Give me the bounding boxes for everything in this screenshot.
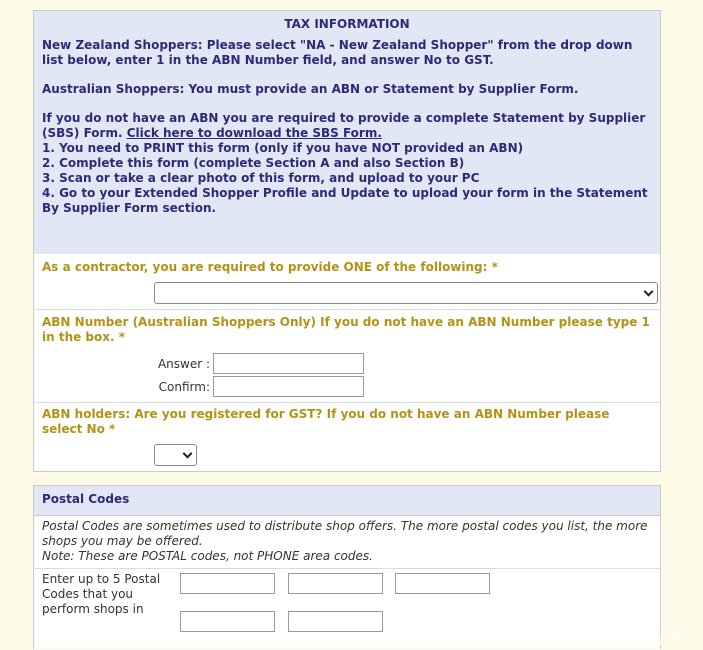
postal-codes-field-label: Enter up to 5 Postal Codes that you perform shops in [42,572,161,616]
postal-note-text: Postal Codes are sometimes used to distribute shop offers. The more postal codes you list, the more shops you may be offered. [42,519,648,548]
tax-info-title: TAX INFORMATION [284,17,410,31]
tax-info-box [34,11,660,254]
chevron-down-icon [183,449,193,459]
sbs-download-link[interactable]: Click here to download the SBS Form. [126,126,382,140]
chevron-down-icon [644,287,654,297]
contractor-document-select[interactable] [154,282,658,304]
sbs-step-4: 4. Go to your Extended Shopper Profile and Update to upload your form in the Statement By Supplier Form section. [42,186,648,215]
sbs-instructions [42,111,652,216]
gst-registered-select[interactable] [154,444,197,466]
postal-code-input-5[interactable] [288,611,383,632]
postal-code-input-4[interactable] [180,611,275,632]
abn-confirm-input[interactable] [213,376,364,397]
au-shoppers-text: Australian Shoppers: You must provide an ABN or Statement by Supplier Form. [42,82,579,96]
tax-information-panel [33,10,661,472]
postal-code-input-2[interactable] [288,573,383,594]
sbs-text: If you do not have an ABN you are required to provide a complete Statement by Supplier (SBS) Form. [42,111,646,140]
divider [34,402,660,403]
postal-codes-panel [33,485,661,649]
divider [34,309,660,310]
postal-code-input-1[interactable] [180,573,275,594]
nz-shoppers-text: New Zealand Shoppers: Please select "NA - New Zealand Shopper" from the drop down list below, enter 1 in the ABN Number field, and answer No to GST. [42,38,633,67]
sbs-step-3: 3. Scan or take a clear photo of this form, and upload to your PC [42,171,480,185]
postal-note-warning: Note: These are POSTAL codes, not PHONE area codes. [42,549,373,563]
abn-question-label: ABN Number (Australian Shoppers Only) If you do not have an ABN Number please type 1 in the box. * [42,315,650,344]
sbs-step-1: 1. You need to PRINT this form (only if you have NOT provided an ABN) [42,141,524,155]
gst-question-label: ABN holders: Are you registered for GST? If you do not have an ABN Number please select No * [42,407,610,436]
watermark-logo: 什么值得买 [592,628,685,649]
postal-codes-note [34,516,660,569]
abn-answer-input[interactable] [213,353,364,374]
postal-codes-title: Postal Codes [34,486,660,516]
abn-answer-label: Answer : [157,357,210,371]
contractor-question-label: As a contractor, you are required to provide ONE of the following: * [42,260,498,274]
postal-code-input-3[interactable] [395,573,490,594]
abn-confirm-label: Confirm: [158,380,210,394]
sbs-step-2: 2. Complete this form (complete Section A and also Section B) [42,156,465,170]
